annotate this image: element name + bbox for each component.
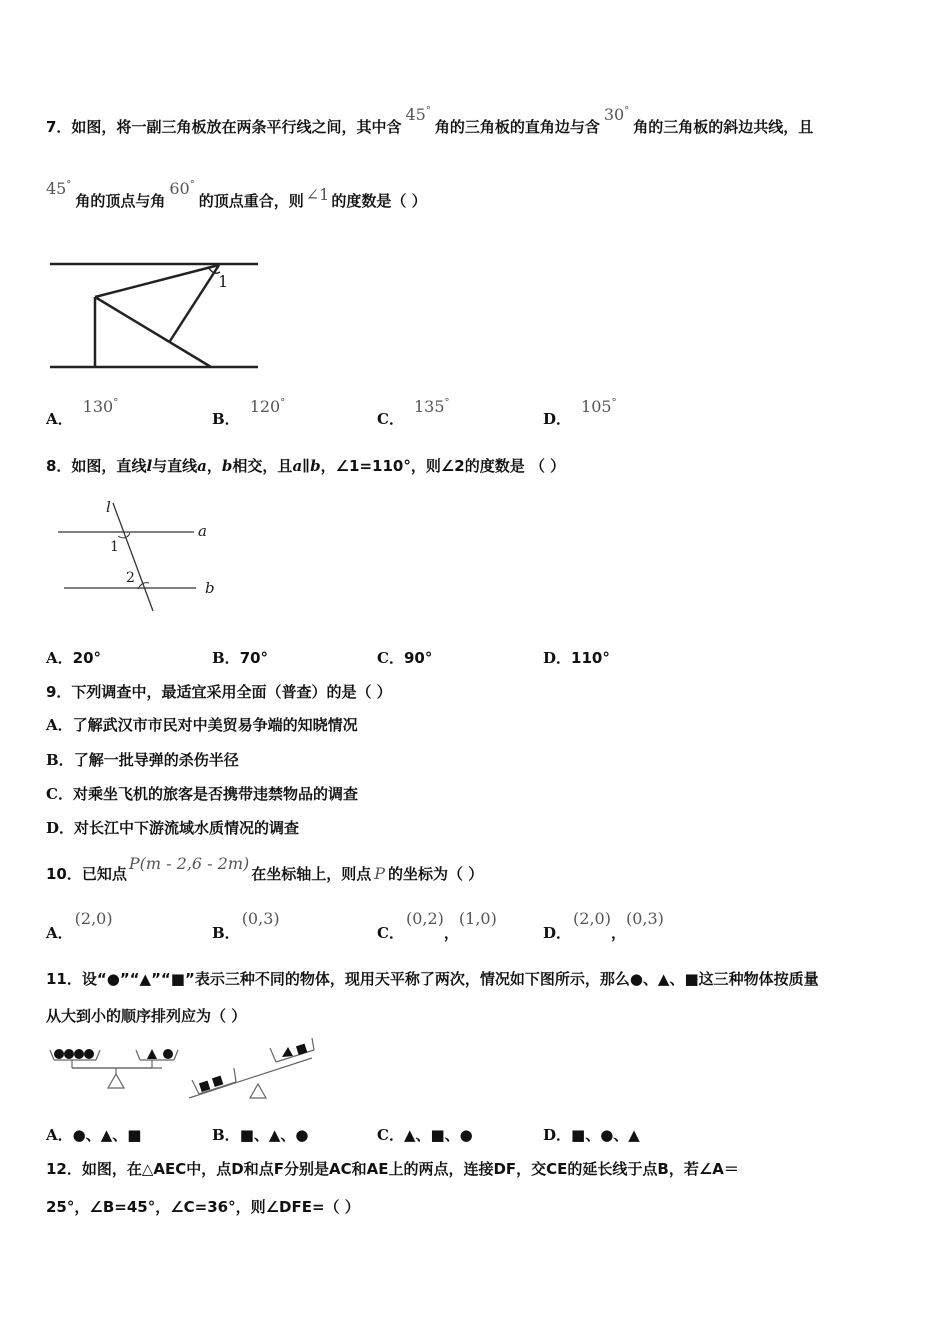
q7-angle1: ∠1 xyxy=(305,185,330,204)
q11-balance-figures xyxy=(44,1036,334,1106)
q7-option-a[interactable]: A．130° xyxy=(46,397,119,428)
q10-option-c[interactable]: C．(0,2)，(1,0) xyxy=(377,909,497,942)
q8-stem: 8．如图，直线l与直线a，b相交，且a∥b，∠1=110°，则∠2的度数是 （ ） xyxy=(46,457,566,475)
q10-option-b[interactable]: B．(0,3) xyxy=(212,909,280,942)
q7-option-b[interactable]: B．120° xyxy=(212,397,286,428)
q8-fig-b: b xyxy=(205,579,215,597)
q9-option-a[interactable]: A．了解武汉市市民对中美贸易争端的知晓情况 xyxy=(46,716,358,734)
q12-stem-line1: 12．如图，在△AEC中，点D和点F分别是AC和AE上的两点，连接DF，交CE的延长线于点B，若∠A＝ xyxy=(46,1160,739,1178)
q7-option-d[interactable]: D．105° xyxy=(543,397,617,428)
q11-option-a[interactable]: A．●、▲、■ xyxy=(46,1126,142,1144)
q8-fig-a: a xyxy=(198,522,207,540)
q7-deg45: 45° xyxy=(405,105,431,124)
q10-option-a[interactable]: A．(2,0) xyxy=(46,909,113,942)
q7-deg30: 30° xyxy=(603,105,630,124)
q7-stem-line1: 7．如图，将一副三角板放在两条平行线之间，其中含45°角的三角板的直角边与含30°角的三角板的斜边共线，且 xyxy=(46,105,814,136)
q11-stem-line2: 从大到小的顺序排列应为（ ） xyxy=(46,1007,247,1025)
q7-line2-deg45: 45° xyxy=(46,179,72,198)
q8-fig-2: 2 xyxy=(126,570,135,586)
balance-tilted xyxy=(189,1038,314,1098)
q7-figure-label-1: 1 xyxy=(218,272,229,291)
q8-option-c[interactable]: C．90° xyxy=(377,649,433,667)
q9-option-b[interactable]: B．了解一批导弹的杀伤半径 xyxy=(46,751,239,769)
q9-option-c[interactable]: C．对乘坐飞机的旅客是否携带违禁物品的调查 xyxy=(46,785,358,803)
q11-option-b[interactable]: B．■、▲、● xyxy=(212,1126,309,1144)
q12-stem-line2: 25°，∠B=45°，∠C=36°，则∠DFE=（ ） xyxy=(46,1198,360,1216)
q7-deg60: 60° xyxy=(169,179,195,198)
q7-option-c[interactable]: C．135° xyxy=(377,397,450,428)
q11-stem-line1: 11．设“●”“▲”“■”表示三种不同的物体，现用天平称了两次，情况如下图所示，那么●、▲、■这三种物体按质量 xyxy=(46,970,819,988)
q9-stem: 9．下列调查中，最适宜采用全面（普查）的是（ ） xyxy=(46,683,392,701)
q8-fig-l: l xyxy=(106,498,111,516)
q10-option-d[interactable]: D．(2,0)，(0,3) xyxy=(543,909,664,942)
balance-level xyxy=(50,1049,178,1088)
q8-fig-1: 1 xyxy=(110,539,119,555)
q11-option-c[interactable]: C．▲、■、● xyxy=(377,1126,473,1144)
q9-option-d[interactable]: D．对长江中下游流域水质情况的调查 xyxy=(46,819,300,837)
q10-stem: 10．已知点P(m - 2,6 - 2m)在坐标轴上，则点 P 的坐标为（ ） xyxy=(46,854,484,883)
q7-figure xyxy=(44,250,274,380)
q7-stem-line2: 45°角的顶点与角60°的顶点重合，则 ∠1 的度数是（ ） xyxy=(46,179,427,210)
q8-option-b[interactable]: B．70° xyxy=(212,649,269,667)
q8-option-a[interactable]: A．20° xyxy=(46,649,102,667)
q10-point-expression: P(m - 2,6 - 2m) xyxy=(128,854,250,873)
q8-option-d[interactable]: D．110° xyxy=(543,649,610,667)
q8-figure xyxy=(50,493,230,618)
q11-option-d[interactable]: D．■、●、▲ xyxy=(543,1126,640,1144)
